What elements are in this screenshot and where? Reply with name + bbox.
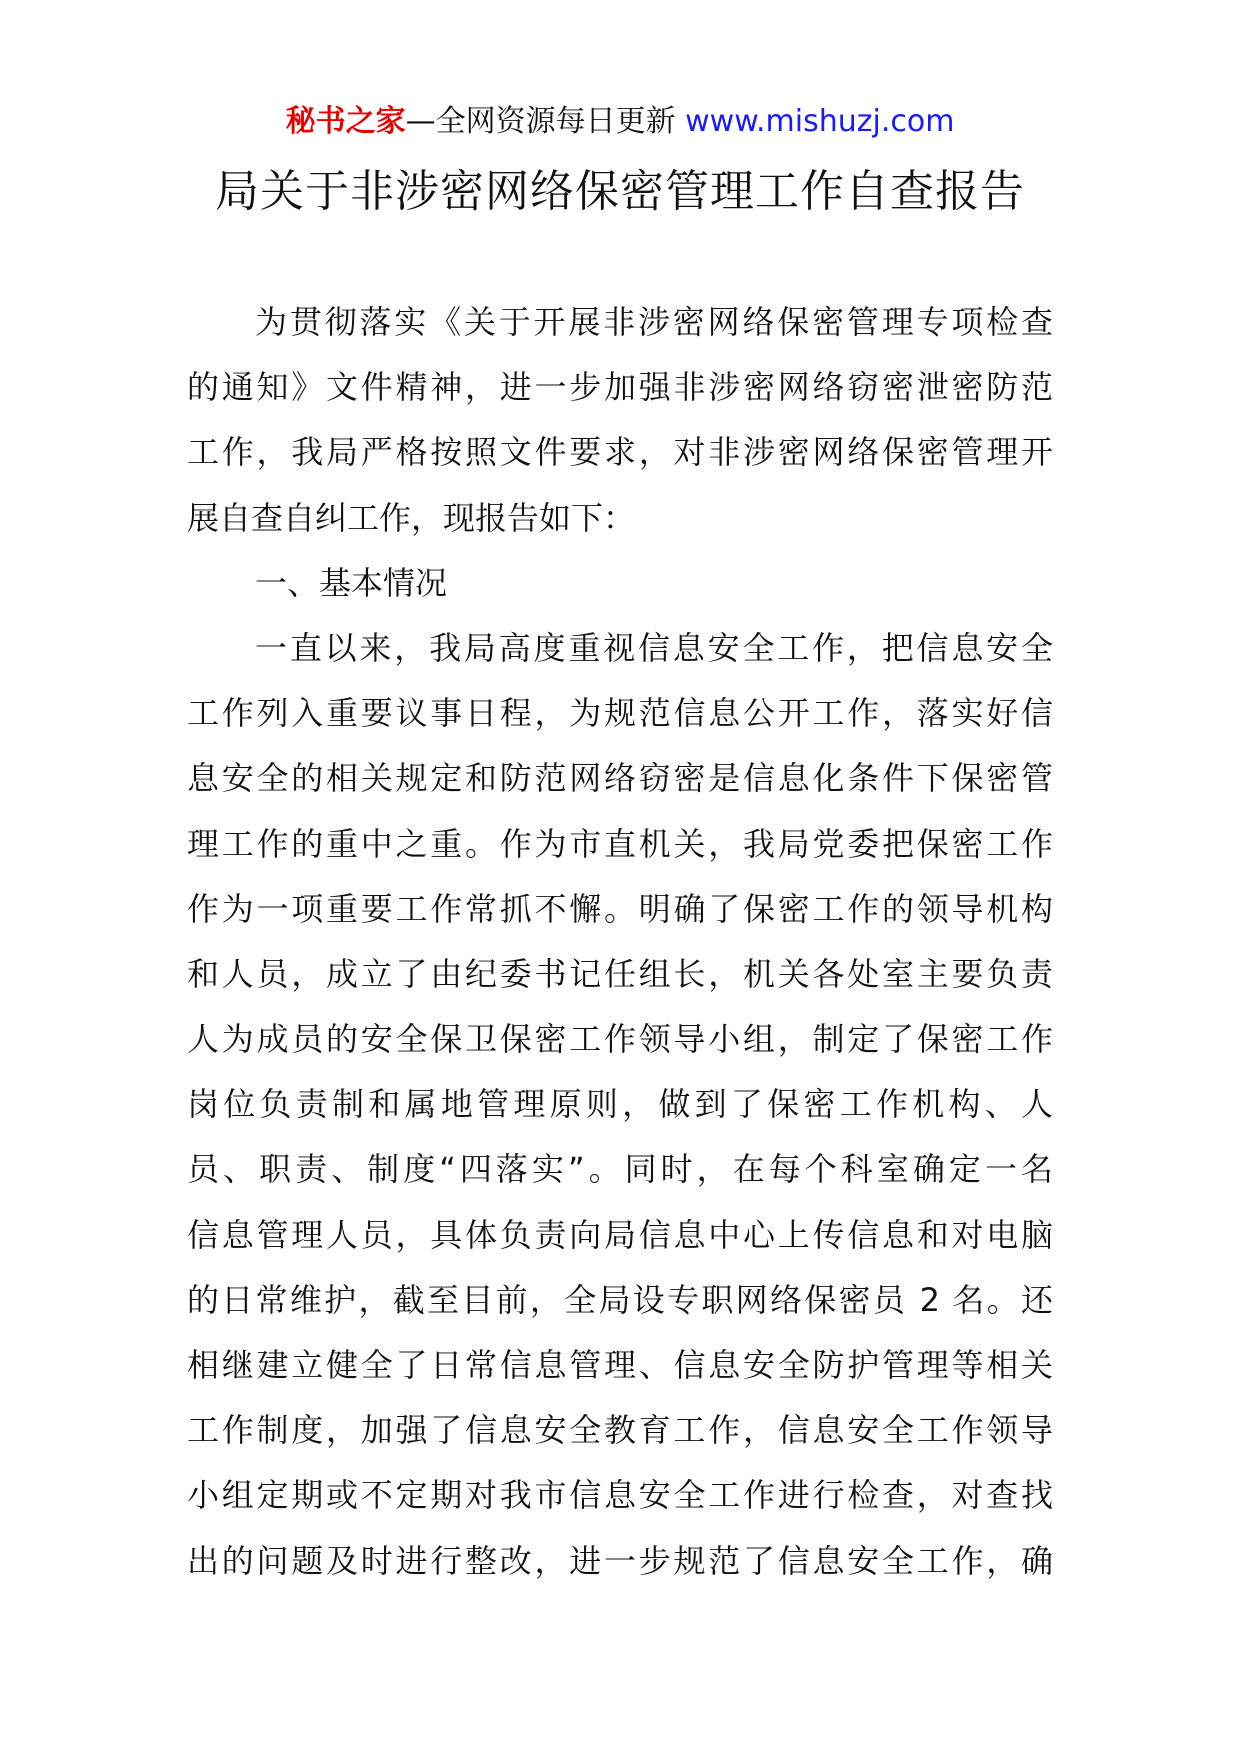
paragraph-line: 作为一项重要工作常抓不懈。明确了保密工作的领导机构 xyxy=(187,889,1053,928)
paragraph-line: 工作列入重要议事日程，为规范信息公开工作，落实好信 xyxy=(187,694,1053,733)
site-header xyxy=(0,102,1240,142)
paragraph-line: 员、职责、制度“四落实”。同时，在每个科室确定一名 xyxy=(187,1150,1053,1189)
document-title: 局关于非涉密网络保密管理工作自查报告 xyxy=(215,166,1025,217)
paragraph-line: 的日常维护，截至目前，全局设专职网络保密员 2 名。还 xyxy=(187,1280,1053,1319)
paragraph-line: 的通知》文件精神，进一步加强非涉密网络窃密泄密防范 xyxy=(187,368,1053,407)
paragraph-line: 息安全的相关规定和防范网络窃密是信息化条件下保密管 xyxy=(187,759,1053,798)
paragraph-line: 展自查自纠工作，现报告如下： xyxy=(187,498,636,537)
paragraph-line: 一直以来，我局高度重视信息安全工作，把信息安全 xyxy=(255,628,1053,667)
paragraph-line: 人为成员的安全保卫保密工作领导小组，制定了保密工作 xyxy=(187,1020,1053,1059)
paragraph-line: 和人员，成立了由纪委书记任组长，机关各处室主要负责 xyxy=(187,954,1053,993)
site-url-link[interactable]: www.mishuzj.com xyxy=(685,104,955,139)
paragraph-line: 小组定期或不定期对我市信息安全工作进行检查，对查找 xyxy=(187,1476,1053,1515)
section-heading: 一、基本情况 xyxy=(255,563,448,602)
brand-name: 秘书之家 xyxy=(285,104,406,139)
paragraph-line: 岗位负责制和属地管理原则，做到了保密工作机构、人 xyxy=(187,1085,1053,1124)
header-slogan: —全网资源每日更新 xyxy=(405,104,676,139)
paragraph-line: 信息管理人员，具体负责向局信息中心上传信息和对电脑 xyxy=(187,1215,1053,1254)
paragraph-line: 为贯彻落实《关于开展非涉密网络保密管理专项检查 xyxy=(255,303,1053,341)
paragraph-line: 工作，我局严格按照文件要求，对非涉密网络保密管理开 xyxy=(187,433,1053,472)
paragraph-line: 工作制度，加强了信息安全教育工作，信息安全工作领导 xyxy=(187,1411,1053,1450)
paragraph-line: 理工作的重中之重。作为市直机关，我局党委把保密工作 xyxy=(187,824,1053,863)
paragraph-line: 相继建立健全了日常信息管理、信息安全防护管理等相关 xyxy=(187,1346,1053,1384)
document-body xyxy=(187,290,1053,1594)
paragraph-line: 出的问题及时进行整改，进一步规范了信息安全工作，确 xyxy=(187,1541,1053,1580)
